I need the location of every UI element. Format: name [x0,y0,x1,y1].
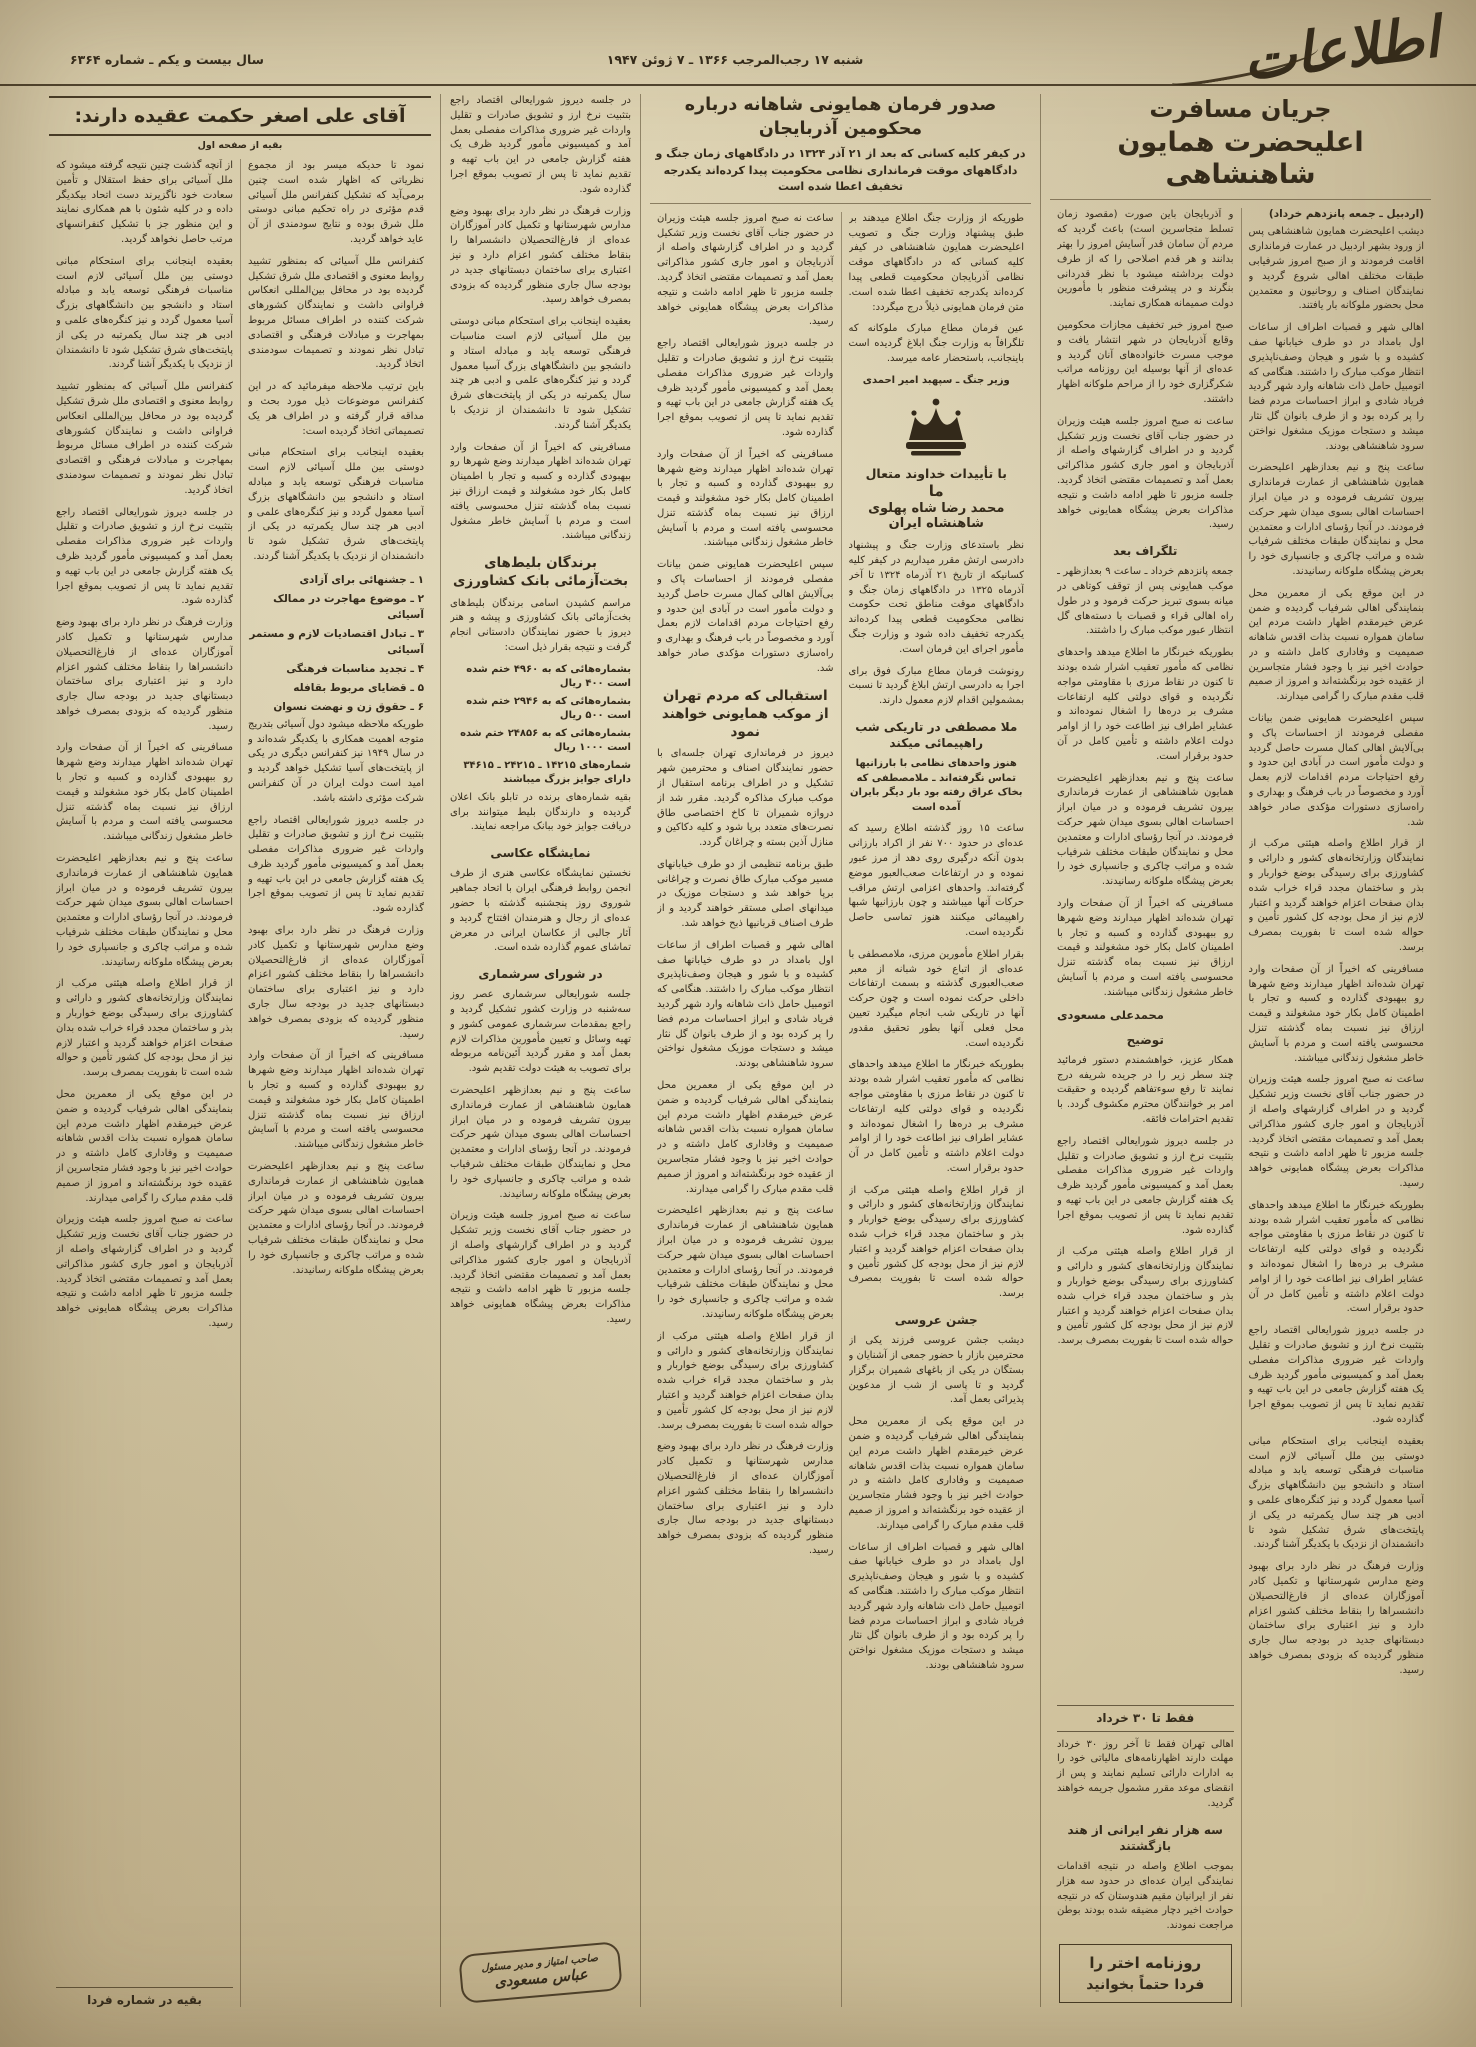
continued-tomorrow-note: بقیه در شماره فردا [56,1987,233,2007]
article-paragraph: مسافرینی که اخیراً از آن صفحات وارد تهران شده‌اند اظهار میدارند وضع شهرها رو ببهبودی گذارده و کسبه و تجار با اطمینان کامل بکار خود مشغولند و قیمت ارزاق نیز نسبت بماه گذشته تنزل محسوسی یافته است و مردم با آسایش خاطر مشغول زندگانی میباشند. [657,448,834,549]
article-paragraph: از قرار اطلاع واصله هیئتی مرکب از نمایندگان وزارتخانه‌های کشور و دارائی و کشاورزی برای رسیدگی بوضع خواربار و بذر و ساختمان مجدد قراء خراب شده بدان صفحات اعزام خواهند گردید و اعتبار لازم نیز از محل بودجه کل کشور تأمین و حواله شده است تا بفوریت بمصرف برسد. [56,978,233,1079]
article-paragraph: در جلسه دیروز شورایعالی اقتصاد راجع بتثبیت نرخ ارز و تشویق صادرات و تقلیل واردات غیر ضروری مذاکرات مفصلی بعمل آمد و کمیسیونی مأمور گردید ظرف یک هفته گزارش جامعی در این باب تهیه و تقدیم نماید تا پس از تصویب بموقع اجرا گذارده شود. [1057,1135,1234,1236]
column-hekmat-left [49,159,240,2007]
article-paragraph: طبق برنامه تنظیمی از دو طرف خیابانهای مسیر موکب مبارک طاق نصرت و چراغانی برپا خواهد شد و دستجات موزیک در میدانهای اصلی مستقر خواهند گردید و از طرف اصناف قربانیها ذبح خواهد شد. [657,858,834,930]
article-paragraph: مسافرینی که اخیراً از آن صفحات وارد تهران شده‌اند اظهار میدارند وضع شهرها رو ببهبودی گذارده و کسبه و تجار با اطمینان کامل بکار خود مشغولند و قیمت ارزاق نیز نسبت بماه گذشته تنزل محسوسی یافته است و مردم با آسایش خاطر مشغول زندگانی میباشند. [56,742,233,843]
article-paragraph: ساعت پنج و نیم بعدازظهر اعلیحضرت همایون شاهنشاهی از عمارت فرمانداری بیرون تشریف فرموده و در میان ابراز احساسات اهالی بسوی میدان شهر حرکت فرمودند. در آنجا رؤسای ادارات و معتمدین محل و نمایندگان طبقات مختلف شرفیاب شده و مراتب چاکری و جانسپاری خود را بعرض پیشگاه ملوکانه رسانیدند. [56,853,233,968]
lottery-prize-line: بشماره‌هائی که به ۲۴۸۵۶ ختم شده است ۱۰۰۰ ریال [460,727,631,754]
census-council-headline: در شورای سرشماری [478,967,603,982]
article-paragraph: در این موقع یکی از معمرین محل بنمایندگی اهالی شرفیاب گردیده و ضمن عرض خیرمقدم اظهار داشت مردم این سامان همواره نسبت بذات اقدس شاهانه صمیمیت و وفاداری کامل داشته و در حوادث اخیر نیز با وجود فشار متجاسرین از عقیده خود برنگشته‌اند و امروز از صمیم قلب مقدم مبارک را گرامی میدارند. [657,1080,834,1195]
hekmat-headline-block [49,96,431,136]
article-paragraph: وزارت فرهنگ در نظر دارد برای بهبود وضع مدارس شهرستانها و تکمیل کادر آموزگاران عده‌ای از فارغ‌التحصیلان دانشسراها را بنقاط مختلف کشور اعزام دارد و نیز اعتباری برای ساختمان دبستانهای جدید در بودجه سال جاری منظور گردیده که بزودی بمصرف خواهد رسید. [248,925,424,1040]
article-paragraph: نمود تا حدیکه میسر بود از مجموع نظریاتی که اظهار شده است چنین برمی‌آید که تشکیل کنفرانس ملل آسیائی قدم مؤثری در راه تحکیم مبانی دوستی ملل شرق بوده و نتایج سودمندی از آن عاید خواهد گردید. [248,160,424,245]
article-paragraph: اهالی تهران فقط تا آخر روز ۳۰ خرداد مهلت دارند اظهارنامه‌های مالیاتی خود را به ادارات دارائی تسلیم نمایند و پس از انقضای موعد مقرر مشمول جریمه خواهند گردید. [1057,1738,1234,1809]
article-paragraph: سپس اعلیحضرت همایونی ضمن بیانات مفصلی فرمودند از احساسات پاک و بی‌آلایش اهالی کمال مسرت حاصل گردید و دولت مأمور است در آبادی این حدود و رفع احتیاجات مردم اقدامات لازم بعمل آورد و مخصوصاً در باب فرهنگ و بهداری و راه‌سازی دستورات مؤکدی صادر خواهد شد. [1248,713,1424,828]
article-paragraph: همکار عزیز، خواهشمندم دستور فرمائید چند سطر زیر را در جریده شریفه درج نمایند تا رفع سوءتفاهم گردیده و حقیقت امر بر خوانندگان محترم مکشوف گردد. با تقدیم احترامات فائقه. [1057,1054,1234,1125]
dateline: (اردبیل ـ جمعه پانزدهم خرداد) [1268,208,1424,221]
lottery-prize-line: بشماره‌هائی که به ۲۹۴۶ ختم شده است ۵۰۰ ریال [466,695,631,722]
article-paragraph: کنفرانس ملل آسیائی که بمنظور تشیید روابط معنوی و اقتصادی ملل شرق تشکیل گردیده بود در محافل بین‌المللی انعکاس فراوانی داشت و نمایندگان کشورهای شرکت کننده در اطراف مسائل مربوط بمهاجرت و مبادلات فرهنگی و اقتصادی تبادل نظر نمودند و تصمیمات سودمندی اتخاذ گردید. [56,381,233,496]
article-paragraph: ساعت نه صبح امروز جلسه هیئت وزیران در حضور جناب آقای نخست وزیر تشکیل گردید و در اطراف گزارشهای واصله از آذربایجان و امور جاری کشور مذاکراتی بعمل آمد و تصمیمات مقتضی اتخاذ گردید. جلسه مزبور تا ظهر ادامه داشت و نتیجه مذاکرات بعرض پیشگاه همایونی خواهد رسید. [1057,415,1234,531]
article-paragraph: مسافرینی که اخیراً از آن صفحات وارد تهران شده‌اند اظهار میدارند وضع شهرها رو ببهبودی گذارده و کسبه و تجار با اطمینان کامل بکار خود مشغولند و قیمت ارزاق نیز نسبت بماه گذشته تنزل محسوسی یافته است و مردم با آسایش خاطر مشغول زندگانی میباشند. [1057,898,1234,998]
article-paragraph: در جلسه دیروز شورایعالی اقتصاد راجع بتثبیت نرخ ارز و تشویق صادرات و تقلیل واردات غیر ضروری مذاکرات مفصلی بعمل آمد و کمیسیونی مأمور گردید ظرف یک هفته گزارش جامعی در این باب تهیه و تقدیم نماید تا پس از تصویب بموقع اجرا گذارده شود. [56,506,233,607]
article-paragraph: ساعت نه صبح امروز جلسه هیئت وزیران در حضور جناب آقای نخست وزیر تشکیل گردید و در اطراف گزارشهای واصله از آذربایجان و امور جاری کشور مذاکراتی بعمل آمد و تصمیمات مقتضی اتخاذ گردید. جلسه مزبور تا ظهر ادامه داشت و نتیجه مذاکرات بعرض پیشگاه همایونی خواهد رسید. [657,212,834,328]
decree-subheadline: در کیفر کلیه کسانی که بعد از ۲۱ آذر ۱۳۲۴ در دادگاههای زمان جنگ و دادگاههای موقت فرمانداری نظامی محکومیت پیدا کرده‌اند یکدرجه تخفیف اعطا شده است [655,147,1026,194]
article-paragraph: باین ترتیب ملاحظه میفرمائید که در این کنفرانس موضوعات ذیل مورد بحث و مداقه قرار گرفته و در اطراف هر یک تصمیماتی اتخاذ گردیده است: [248,381,424,437]
pahlavi-crown-emblem [849,396,1025,462]
article-paragraph: ساعت پنج و نیم بعدازظهر اعلیحضرت همایون شاهنشاهی از عمارت فرمانداری بیرون تشریف فرموده و در میان ابراز احساسات اهالی بسوی میدان شهر حرکت فرمودند. در آنجا رؤسای ادارات و معتمدین محل و نمایندگان طبقات مختلف شرفیاب شده و مراتب چاکری و جانسپاری خود را بعرض پیشگاه ملوکانه رسانیدند. [1057,772,1234,888]
article-paragraph: از قرار اطلاع واصله هیئتی مرکب از نمایندگان وزارتخانه‌های کشور و دارائی و کشاورزی برای رسیدگی بوضع خواربار و بذر و ساختمان مجدد قراء خراب شده بدان صفحات اعزام خواهند گردید و اعتبار لازم نیز از محل بودجه کل کشور تأمین و حواله شده است تا بفوریت بمصرف برسد. [657,1330,834,1431]
article-paragraph: ساعت پنج و نیم بعدازظهر اعلیحضرت همایون شاهنشاهی از عمارت فرمانداری بیرون تشریف فرموده و در میان ابراز احساسات اهالی بسوی میدان شهر حرکت فرمودند. در آنجا رؤسای ادارات و معتمدین محل و نمایندگان طبقات مختلف شرفیاب شده و مراتب چاکری و جانسپاری خود را بعرض پیشگاه ملوکانه رسانیدند. [657,1205,834,1320]
article-paragraph: در جلسه دیروز شورایعالی اقتصاد راجع بتثبیت نرخ ارز و تشویق صادرات و تقلیل واردات غیر ضروری مذاکرات مفصلی بعمل آمد و کمیسیونی مأمور گردید ظرف یک هفته گزارش جامعی در این باب تهیه و تقدیم نماید تا پس از تصویب بموقع اجرا گذارده شود. [657,338,834,438]
column-decree-left [650,212,841,2007]
decree-headline: صدور فرمان همایونی شاهانه درباره محکومین آذربایجان [684,95,997,139]
article-paragraph: ساعت نه صبح امروز جلسه هیئت وزیران در حضور جناب آقای نخست وزیر تشکیل گردید و در اطراف گزارشهای واصله از آذربایجان و امور جاری کشور مذاکراتی بعمل آمد و تصمیمات مقتضی اتخاذ گردید. جلسه مزبور تا ظهر ادامه داشت و نتیجه مذاکرات بعرض پیشگاه همایونی خواهد رسید. [1248,1074,1424,1189]
akhtar-ad-line1: روزنامه اختر را [1089,1954,1202,1972]
article-paragraph: بموجب اطلاع واصله در نتیجه اقدامات نمایندگی ایران عده‌ای در حدود سه هزار نفر از ایرانیان مقیم هندوستان که در نتیجه حوادث اخیر دچار مضیقه شده بودند بوطن مراجعت نمودند. [1057,1861,1234,1932]
article-paragraph: بطوریکه خبرنگار ما اطلاع میدهد واحدهای نظامی که مأمور تعقیب اشرار شده بودند تا کنون در نقاط مرزی با مقاومتی مواجه نگردیده و قوای دولتی کلیه ارتفاعات مشرف بر دره‌ها را اشغال نموده‌اند و عشایر اطراف نیز اطاعت خود را از اوامر دولت اعلام داشته و تأمین کامل در آن حدود برقرار است. [1057,647,1234,762]
akhtar-ad-box [1059,1944,1232,2003]
article-paragraph: بعقیده اینجانب برای استحکام مبانی دوستی بین ملل آسیائی لازم است مناسبات فرهنگی توسعه یابد و مبادله استاد و دانشجو بین دانشگاههای بزرگ آسیا معمول گردد و نیز کنگره‌های علمی و ادبی هر چند سال یکمرتبه در یکی از پایتخت‌های شرق تشکیل شود تا دانشمندان از نزدیک با یکدیگر آشنا گردند. [56,255,233,371]
article-paragraph: دیروز در فرمانداری تهران جلسه‌ای با حضور نمایندگان اصناف و محترمین شهر تشکیل و در اطراف برنامه استقبال از موکب مبارک مذاکره گردید. مقرر شد از دروازه شمیران تا کاخ اختصاصی طاق نصرت‌های متعدد برپا شود و کلیه دکاکین و منازل آذین بسته و چراغان گردد. [657,748,834,849]
article-paragraph: و آذربایجان باین صورت (مقصود زمان تسلط متجاسرین است) باعث گردید که مردم آن سامان قدر آسایش امروز را بهتر بدانند و هر قدم اصلاحی را که از طرف دولت برداشته میشود با نظر قدردانی بنگرند و در پیشرفت منظور با مأمورین دولت صمیمانه همکاری نمایند. [1057,209,1234,310]
war-minister-signature: وزیر جنگ ـ سپهبد امیر احمدی [862,374,1010,386]
section-shah-journey [1040,94,1440,2007]
farman-body: نظر باستدعای وزارت جنگ و پیشنهاد دادرسی ارتش مقرر میداریم در کیفر کلیه کسانیکه از تاریخ ۲۱ آذرماه ۱۳۲۴ تا آخر آذرماه ۱۳۲۵ در دادگاههای زمان جنگ و دادگاههای موقت مناطق تحت حکومت نظامی محکومیت قطعی پیدا کرده‌اند یکدرجه تخفیف داده شود و وزارت جنگ مأمور اجرای این فرمان است. [848,540,1024,655]
article-paragraph: در این موقع یکی از معمرین محل بنمایندگی اهالی شرفیاب گردیده و ضمن عرض خیرمقدم اظهار داشت مردم این سامان همواره نسبت بذات اقدس شاهانه صمیمیت و وفاداری کامل داشته و در حوادث اخیر نیز با وجود فشار متجاسرین از عقیده خود برنگشته‌اند و امروز از صمیم قلب مقدم مبارک را گرامی میدارند. [1248,587,1424,703]
lottery-prize-line: شماره‌های ۱۴۲۱۵ ـ ۲۴۲۱۵ ـ ۳۴۶۱۵ دارای جوایز بزرگ میباشند [463,759,631,786]
article-paragraph: بطوریکه خبرنگار ما اطلاع میدهد واحدهای نظامی که مأمور تعقیب اشرار شده بودند تا کنون در نقاط مرزی با مقاومتی مواجه نگردیده و قوای دولتی کلیه ارتفاعات مشرف بر دره‌ها را اشغال نموده‌اند و عشایر اطراف نیز اطاعت خود را از اوامر دولت اعلام داشته و تأمین کامل در آن حدود برقرار است. [848,1059,1024,1174]
agenda-item: ۴ ـ تجدید مناسبات فرهنگی [286,662,424,675]
welcome-headline: استقبالی که مردم تهران از موکب همایونی خواهند نمود [661,687,829,741]
agenda-item: ۵ ـ قضایای مربوط بقافله [293,681,424,694]
article-paragraph: وزارت فرهنگ در نظر دارد برای بهبود وضع مدارس شهرستانها و تکمیل کادر آموزگاران عده‌ای از فارغ‌التحصیلان دانشسراها را بنقاط مختلف کشور اعزام دارد و نیز اعتباری برای ساختمان دبستانهای جدید در بودجه سال جاری منظور گردیده که بزودی بمصرف خواهد رسید. [450,205,631,306]
article-paragraph: صبح امروز خبر تخفیف مجازات محکومین وقایع آذربایجان در شهر انتشار یافت و موجب مسرت خانواده‌های آنان گردید و عده‌ای از آنها بوسیله این روزنامه مراتب شکرگزاری خود را از مراحم ملوکانه اظهار داشتند. [1057,319,1234,405]
page-header [0,0,1476,94]
agenda-item: ۲ ـ موضوع مهاجرت در ممالک آسیائی [273,592,424,621]
akhtar-ad-line2: فردا حتماً بخوانید [1086,1977,1205,1993]
article-paragraph: طوریکه ملاحظه میشود دول آسیائی بتدریج متوجه اهمیت همکاری با یکدیگر شده‌اند و در سال ۱۹۴۹ نیز کنفرانس دیگری در یکی از پایتخت‌های آسیا تشکیل خواهد گردید و امید است دولت ایران در آن کنفرانس شرکت مؤثری داشته باشد. [248,718,424,804]
issue-line: سال بیست و یکم ـ شماره ۶۳۶۴ [70,52,264,67]
farman-king-name: محمد رضا شاه پهلوی شاهنشاه ایران [868,501,1005,532]
lottery-prize-line: بشماره‌هائی که به ۴۹۶۰ ختم شده است ۴۰۰ ریال [466,663,631,690]
article-paragraph: مسافرینی که اخیراً از آن صفحات وارد تهران شده‌اند اظهار میدارند وضع شهرها رو ببهبودی گذارده و کسبه و تجار با اطمینان کامل بکار خود مشغولند و قیمت ارزاق نیز نسبت بماه گذشته تنزل محسوسی یافته است و مردم با آسایش خاطر مشغول زندگانی میباشند. [450,441,631,542]
date-line: شنبه ۱۷ رجب‌المرجب ۱۳۶۶ ـ ۷ ژوئن ۱۹۴۷ [606,52,864,67]
masthead-wrap [1206,5,1443,94]
decree-headline-block [650,94,1031,204]
article-paragraph: اهالی شهر و قصبات اطراف از ساعات اول بامداد در دو طرف خیابانها صف کشیده و با شور و هیجان وصف‌ناپذیری انتظار موکب مبارک را داشتند. هنگامی که اتومبیل حامل ذات شاهانه وارد شهر گردید فریاد شادی و ابراز احساسات مردم فضا را پر کرده بود و از طرف بانوان گل نثار میشد و دستجات موزیک مشغول نواختن سرود شاهنشاهی بودند. [1248,322,1424,452]
article-paragraph: بعقیده اینجانب برای استحکام مبانی دوستی بین ملل آسیائی لازم است مناسبات فرهنگی توسعه یابد و مبادله استاد و دانشجو بین دانشگاههای بزرگ آسیا معمول گردد و نیز کنگره‌های علمی و ادبی هر چند سال یکمرتبه در یکی از پایتخت‌های شرق تشکیل شود تا دانشمندان از نزدیک با یکدیگر آشنا گردند. [1248,1435,1424,1551]
article-paragraph: ساعت نه صبح امروز جلسه هیئت وزیران در حضور جناب آقای نخست وزیر تشکیل گردید و در اطراف گزارشهای واصله از آذربایجان و امور جاری کشور مذاکراتی بعمل آمد و تصمیمات مقتضی اتخاذ گردید. جلسه مزبور تا ظهر ادامه داشت و نتیجه مذاکرات بعرض پیشگاه همایونی خواهد رسید. [56,1214,233,1329]
barzani-subheadline: هنوز واحدهای نظامی با بارزانیها تماس نگرفته‌اند ـ ملامصطفی که بخاک عراق رفته بود بار دیگر بایران آمده است [849,758,1023,813]
article-paragraph: مسافرینی که اخیراً از آن صفحات وارد تهران شده‌اند اظهار میدارند وضع شهرها رو ببهبودی گذارده و کسبه و تجار با اطمینان کامل بکار خود مشغولند و قیمت ارزاق نیز نسبت بماه گذشته تنزل محسوسی یافته است و مردم با آسایش خاطر مشغول زندگانی میباشند. [248,1050,424,1151]
telegraph-subhead: تلگراف بعد [1113,544,1178,559]
article-paragraph: اهالی شهر و قصبات اطراف از ساعات اول بامداد در دو طرف خیابانها صف کشیده و با شور و هیجان وصف‌ناپذیری انتظار موکب مبارک را داشتند. هنگامی که اتومبیل حامل ذات شاهانه وارد شهر گردید فریاد شادی و ابراز احساسات مردم فضا را پر کرده بود و از طرف بانوان گل نثار میشد و دستجات موزیک مشغول نواختن سرود شاهنشاهی بودند. [848,1541,1024,1671]
hekmat-continued-kicker: بقیه از صفحه اول [197,140,283,151]
article-paragraph: کنفرانس ملل آسیائی که بمنظور تشیید روابط معنوی و اقتصادی ملل شرق تشکیل گردیده بود در محافل بین‌المللی انعکاس فراوانی داشت و نمایندگان کشورهای شرکت کننده در اطراف مسائل مربوط بمهاجرت و مبادلات فرهنگی و اقتصادی تبادل نظر نمودند و تصمیمات سودمندی اتخاذ گردید. [248,255,424,371]
article-paragraph: ساعت نه صبح امروز جلسه هیئت وزیران در حضور جناب آقای نخست وزیر تشکیل گردید و در اطراف گزارشهای واصله از آذربایجان و امور جاری کشور مذاکراتی بعمل آمد و تصمیمات مقتضی اتخاذ گردید. جلسه مزبور تا ظهر ادامه داشت و نتیجه مذاکرات بعرض پیشگاه همایونی خواهد رسید. [450,1210,631,1326]
article-paragraph: رونوشت فرمان مطاع مبارک فوق برای اجرا به دادرسی ارتش ابلاغ گردید تا نسبت بمشمولین اقدام لازم معمول دارند. [848,665,1024,707]
shah-journey-headline-block [1050,94,1431,200]
article-paragraph: وزارت فرهنگ در نظر دارد برای بهبود وضع مدارس شهرستانها و تکمیل کادر آموزگاران عده‌ای از فارغ‌التحصیلان دانشسراها را بنقاط مختلف کشور اعزام دارد و نیز اعتباری برای ساختمان دبستانهای جدید در بودجه سال جاری منظور گردیده که بزودی بمصرف خواهد رسید. [1248,1561,1424,1676]
article-paragraph: بعقیده اینجانب برای استحکام مبانی دوستی بین ملل آسیائی لازم است مناسبات فرهنگی توسعه یابد و مبادله استاد و دانشجو بین دانشگاههای بزرگ آسیا معمول گردد و نیز کنگره‌های علمی و ادبی هر چند سال یکمرتبه در یکی از پایتخت‌های شرق تشکیل شود تا دانشمندان از نزدیک با یکدیگر آشنا گردند. [248,447,424,562]
photo-exhibition-headline: نمایشگاه عکاسی [490,846,591,861]
article-paragraph: بعقیده اینجانب برای استحکام مبانی دوستی بین ملل آسیائی لازم است مناسبات فرهنگی توسعه یابد و مبادله استاد و دانشجو بین دانشگاههای بزرگ آسیا معمول گردد و نیز کنگره‌های علمی و ادبی هر چند سال یکمرتبه در یکی از پایتخت‌های شرق تشکیل شود تا دانشمندان از نزدیک با یکدیگر آشنا گردند. [450,316,631,431]
lottery-headline: برندگان بلیط‌های بخت‌آزمائی بانک کشاورزی [452,555,629,590]
article-paragraph: مراسم کشیدن اسامی برندگان بلیط‌های بخت‌آزمائی بانک کشاورزی و پیشه و هنر دیروز با حضور نمایندگان دادستانی انجام گرفت و نتیجه بقرار ذیل است: [450,597,631,653]
article-paragraph: اهالی شهر و قصبات اطراف از ساعات اول بامداد در دو طرف خیابانها صف کشیده و با شور و هیجان وصف‌ناپذیری انتظار موکب مبارک را داشتند. هنگامی که اتومبیل حامل ذات شاهانه وارد شهر گردید فریاد شادی و ابراز احساسات مردم فضا را پر کرده بود و از طرف بانوان گل نثار میشد و دستجات موزیک مشغول نواختن سرود شاهنشاهی بودند. [657,939,834,1070]
article-paragraph: ساعت ۱۵ روز گذشته اطلاع رسید که عده‌ای در حدود ۷۰۰ نفر از اکراد بارزانی بدون آنکه درگیری روی دهد از مرز عبور نموده و در ارتفاعات صعب‌العبور موضع گرفته‌اند. واحدهای اعزامی ارتش مراقب حرکات آنها میباشند و چون بارزانیها شبها راهپیمائی میکنند هنوز تماسی حاصل نگردیده است. [848,823,1024,938]
article-paragraph: مسافرینی که اخیراً از آن صفحات وارد تهران شده‌اند اظهار میدارند وضع شهرها رو ببهبودی گذارده و کسبه و تجار با اطمینان کامل بکار خود مشغولند و قیمت ارزاق نیز نسبت بماه گذشته تنزل محسوسی یافته است و مردم با آسایش خاطر مشغول زندگانی میباشند. [1248,963,1424,1064]
section-hekmat-article [40,94,440,2007]
article-paragraph: در این موقع یکی از معمرین محل بنمایندگی اهالی شرفیاب گردیده و ضمن عرض خیرمقدم اظهار داشت مردم این سامان همواره نسبت بذات اقدس شاهانه صمیمیت و وفاداری کامل داشته و در حوادث اخیر نیز با وجود فشار متجاسرین از عقیده خود برنگشته‌اند و امروز از صمیم قلب مقدم مبارک را گرامی میدارند. [848,1416,1024,1531]
publisher-name: عباس مسعودی [493,1966,589,1992]
article-paragraph: بطوریکه خبرنگار ما اطلاع میدهد واحدهای نظامی که مأمور تعقیب اشرار شده بودند تا کنون در نقاط مرزی با مقاومتی مواجه نگردیده و قوای دولتی کلیه ارتفاعات مشرف بر دره‌ها را اشغال نموده‌اند و عشایر اطراف نیز اطاعت خود را از اوامر دولت اعلام داشته و تأمین کامل در آن حدود برقرار است. [1248,1199,1424,1315]
hekmat-headline: آقای علی اصغر حکمت عقیده دارند: [74,105,406,127]
article-paragraph: وزارت فرهنگ در نظر دارد برای بهبود وضع مدارس شهرستانها و تکمیل کادر آموزگاران عده‌ای از فارغ‌التحصیلان دانشسراها را بنقاط مختلف کشور اعزام دارد و نیز اعتباری برای ساختمان دبستانهای جدید در بودجه سال جاری منظور گردیده که بزودی بمصرف خواهد رسید. [657,1441,834,1556]
article-paragraph: در این موقع یکی از معمرین محل بنمایندگی اهالی شرفیاب گردیده و ضمن عرض خیرمقدم اظهار داشت مردم این سامان همواره نسبت بذات اقدس شاهانه صمیمیت و وفاداری کامل داشته و در حوادث اخیر نیز با وجود فشار متجاسرین از عقیده خود برنگشته‌اند و امروز از صمیم قلب مقدم مبارک را گرامی میدارند. [56,1089,233,1204]
article-paragraph: نخستین نمایشگاه عکاسی هنری از طرف انجمن روابط فرهنگی ایران با اتحاد جماهیر شوروی روز پنجشنبه گذشته با حضور عده‌ای از رجال و هنرمندان افتتاح گردید و آثار جالبی از عکاسان ایرانی در معرض تماشای عموم گذارده شده است. [450,868,631,954]
article-paragraph: ساعت پنج و نیم بعدازظهر اعلیحضرت همایون شاهنشاهی از عمارت فرمانداری بیرون تشریف فرموده و در میان ابراز احساسات اهالی بسوی میدان شهر حرکت فرمودند. در آنجا رؤسای ادارات و معتمدین محل و نمایندگان طبقات مختلف شرفیاب شده و مراتب چاکری و جانسپاری خود را بعرض پیشگاه ملوکانه رسانیدند. [248,1161,424,1276]
article-paragraph: دیشب جشن عروسی فرزند یکی از محترمین بازار با حضور جمعی از آشنایان و بستگان در یکی از باغهای شمیران برگزار گردید و تا پاسی از شب از مدعوین پذیرائی بعمل آمد. [848,1335,1024,1406]
article-paragraph: دیشب اعلیحضرت همایون شاهنشاهی پس از ورود بشهر اردبیل در عمارت فرمانداری اقامت فرمودند و از صبح امروز شرفیابی طبقات مختلف اهالی شروع گردید و نمایندگان اصناف و روحانیون و معتمدین محل بحضور ملوکانه بار یافتند. [1248,226,1424,312]
article-paragraph: از آنچه گذشت چنین نتیجه گرفته میشود که ملل آسیائی برای حفظ استقلال و تأمین سعادت خود ناگزیرند دست اتحاد بیکدیگر داده و در کلیه شئون با هم همکاری نمایند و این منظور جز با تشکیل کنفرانسهای مرتب حاصل نخواهد گردید. [56,160,233,245]
article-paragraph: جلسه شورایعالی سرشماری عصر روز سه‌شنبه در وزارت کشور تشکیل گردید و راجع بمقدمات سرشماری عمومی کشور و تهیه وسائل و تعیین مأمورین مذاکرات لازم بعمل آمد و مقرر گردید آئین‌نامه مربوطه برای تصویب به هیئت دولت تقدیم شود. [450,989,631,1075]
article-paragraph: جمعه پانزدهم خرداد ـ ساعت ۹ بعدازظهر ـ موکب همایونی پس از توقف کوتاهی در میانه بسوی تبریز حرکت فرمود و در طول راه اهالی قراء و قصبات با دسته‌های گل انتظار عبور موکب مبارک را داشتند. [1057,566,1234,637]
article-paragraph: در جلسه دیروز شورایعالی اقتصاد راجع بتثبیت نرخ ارز و تشویق صادرات و تقلیل واردات غیر ضروری مذاکرات مفصلی بعمل آمد و کمیسیونی مأمور گردید ظرف یک هفته گزارش جامعی در این باب تهیه و تقدیم نماید تا پس از تصویب بموقع اجرا گذارده شود. [248,814,424,915]
article-paragraph: ساعت پنج و نیم بعدازظهر اعلیحضرت همایون شاهنشاهی از عمارت فرمانداری بیرون تشریف فرموده و در میان ابراز احساسات اهالی بسوی میدان شهر حرکت فرمودند. در آنجا رؤسای ادارات و معتمدین محل و نمایندگان طبقات مختلف شرفیاب شده و مراتب چاکری و جانسپاری خود را بعرض پیشگاه ملوکانه رسانیدند. [450,1085,631,1200]
agenda-item: ۶ ـ حقوق زن و نهضت نسوان [273,700,424,713]
wedding-headline: جشن عروسی [894,1313,978,1328]
article-paragraph: از قرار اطلاع واصله هیئتی مرکب از نمایندگان وزارتخانه‌های کشور و دارائی و کشاورزی برای رسیدگی بوضع خواربار و بذر و ساختمان مجدد قراء خراب شده بدان صفحات اعزام خواهند گردید و اعتبار لازم نیز از محل بودجه کل کشور تأمین و حواله شده است تا بفوریت بمصرف برسد. [1248,838,1424,954]
agenda-item: ۱ ـ جشنهائی برای آزادی [299,573,424,586]
article-paragraph: عین فرمان مطاع مبارک ملوکانه که تلگرافاً به وزارت جنگ ابلاغ گردیده است باینجانب، باستحضار عامه میرسد. [848,323,1024,364]
article-paragraph: در جلسه دیروز شورایعالی اقتصاد راجع بتثبیت نرخ ارز و تشویق صادرات و تقلیل واردات غیر ضروری مذاکرات مفصلی بعمل آمد و کمیسیونی مأمور گردید ظرف یک هفته گزارش جامعی در این باب تهیه و تقدیم نماید تا پس از تصویب بموقع اجرا گذارده شود. [450,95,631,195]
column-decree-right [841,212,1032,2007]
column-hekmat-right [240,159,431,2007]
article-paragraph: در جلسه دیروز شورایعالی اقتصاد راجع بتثبیت نرخ ارز و تشویق صادرات و تقلیل واردات غیر ضروری مذاکرات مفصلی بعمل آمد و کمیسیونی مأمور گردید ظرف یک هفته گزارش جامعی در این باب تهیه و تقدیم نماید تا پس از تصویب بموقع اجرا گذارده شود. [1248,1325,1424,1425]
article-paragraph: از قرار اطلاع واصله هیئتی مرکب از نمایندگان وزارتخانه‌های کشور و دارائی و کشاورزی برای رسیدگی بوضع خواربار و بذر و ساختمان مجدد قراء خراب شده بدان صفحات اعزام خواهند گردید و اعتبار لازم نیز از محل بودجه کل کشور تأمین و حواله شده است تا بفوریت بمصرف برسد. [848,1184,1024,1300]
author-signature: محمدعلی مسعودی [1057,1007,1164,1022]
india-return-headline: سه هزار نفر ایرانی از هند بازگشتند [1067,1822,1223,1853]
article-paragraph: از قرار اطلاع واصله هیئتی مرکب از نمایندگان وزارتخانه‌های کشور و دارائی و کشاورزی برای رسیدگی بوضع خواربار و بذر و ساختمان مجدد قراء خراب شده بدان صفحات اعزام خواهند گردید و اعتبار لازم نیز از محل بودجه کل کشور تأمین و حواله شده است تا بفوریت بمصرف برسد. [1057,1246,1234,1347]
farman-invocation: با تأییدات خداوند متعال [865,466,1007,482]
publisher-stamp [458,1941,623,2004]
column-shah-right [1241,208,1432,2007]
only30-headline: فقط تا ۳۰ خرداد [1057,1705,1234,1731]
shah-journey-kicker: جریان مسافرت [1149,95,1332,123]
section-middle-column [440,94,640,2007]
section-royal-decree [640,94,1040,2007]
body-grid [0,86,1476,2023]
barzani-headline: ملا مصطفی در تاریکی شب راهپیمائی میکند [855,719,1018,751]
agenda-item: ۳ ـ تبادل اقتصادیات لازم و مستمر آسیائی [249,627,424,656]
article-paragraph: بقرار اطلاع مأمورین مرزی، ملامصطفی با عده‌ای از اتباع خود شبانه از معبر صعب‌العبوری گذشته و بسمت ارتفاعات داخلی حرکت نموده است و چون حرکت آنها در تاریکی شب انجام میگیرد تعیین محل فعلی آنها بطور تحقیق مقدور نگردیده است. [848,948,1024,1049]
publisher-title: صاحب امتیاز و مدیر مسئول [480,1952,599,1975]
crown-icon [893,396,979,462]
article-paragraph: بقیه شماره‌های برنده در تابلو بانک اعلان گردیده و دارندگان بلیط میتوانند برای دریافت جوایز خود ببانک مراجعه نمایند. [450,791,631,833]
article-paragraph: وزارت فرهنگ در نظر دارد برای بهبود وضع مدارس شهرستانها و تکمیل کادر آموزگاران عده‌ای از فارغ‌التحصیلان دانشسراها را بنقاط مختلف کشور اعزام دارد و نیز اعتباری برای ساختمان دبستانهای جدید در بودجه سال جاری منظور گردیده که بزودی بمصرف خواهد رسید. [56,617,233,732]
article-paragraph: سپس اعلیحضرت همایونی ضمن بیانات مفصلی فرمودند از احساسات پاک و بی‌آلایش اهالی کمال مسرت حاصل گردید و دولت مأمور است در آبادی این حدود و رفع احتیاجات مردم اقدامات لازم بعمل آورد و مخصوصاً در باب فرهنگ و بهداری و راه‌سازی دستورات مؤکدی صادر خواهد شد. [657,559,834,674]
farman-ma: ما [928,482,944,501]
tozih-subhead: توضیح [1126,1032,1164,1047]
shah-journey-headline: اعلیحضرت همایون شاهنشاهی [1117,126,1364,190]
article-paragraph: طوریکه از وزارت جنگ اطلاع میدهند بر طبق پیشنهاد وزارت جنگ و تصویب اعلیحضرت همایون شاهنشاهی در کیفر کلیه کسانی که در دادگاههای موقت نظامی آذربایجان محکومیت قطعی پیدا کرده‌اند یکدرجه تخفیف اعطا شده است. متن فرمان همایونی ذیلاً درج میگردد: [848,212,1024,313]
column-shah-left [1050,208,1241,2007]
masthead-title: اطلاعات [1239,5,1443,94]
article-paragraph: ساعت پنج و نیم بعدازظهر اعلیحضرت همایون شاهنشاهی از عمارت فرمانداری بیرون تشریف فرموده و در میان ابراز احساسات اهالی بسوی میدان شهر حرکت فرمودند. در آنجا رؤسای ادارات و معتمدین محل و نمایندگان طبقات مختلف شرفیاب شده و مراتب چاکری و جانسپاری خود را بعرض پیشگاه ملوکانه رسانیدند. [1248,462,1424,577]
